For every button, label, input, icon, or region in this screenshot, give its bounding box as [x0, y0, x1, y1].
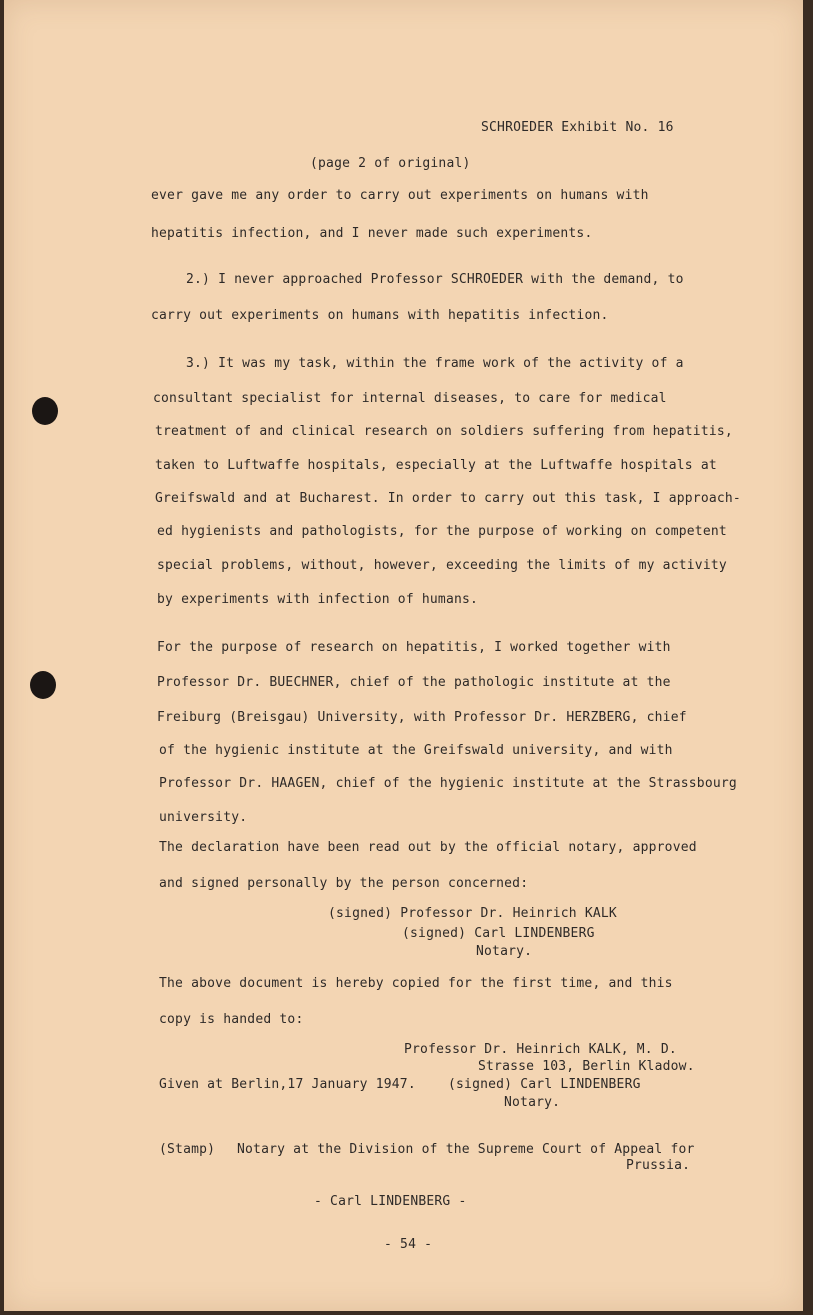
- recipient-notary: Notary.: [504, 1095, 561, 1110]
- paragraph-5-line: and signed personally by the person concerned:: [159, 876, 529, 891]
- paragraph-4-line: Professor Dr. HAAGEN, chief of the hygienic institute at the Strassbourg: [159, 776, 737, 791]
- page-of-original: (page 2 of original): [310, 156, 471, 171]
- exhibit-label: SCHROEDER Exhibit No. 16: [481, 120, 674, 135]
- paragraph-4-line: of the hygienic institute at the Greifswald university, and with: [159, 743, 673, 758]
- signed-kalk: (signed) Professor Dr. Heinrich KALK: [328, 906, 617, 921]
- recipient-signed: (signed) Carl LINDENBERG: [448, 1077, 641, 1092]
- recipient-name: Professor Dr. Heinrich KALK, M. D.: [404, 1042, 677, 1057]
- copy-statement-line: The above document is hereby copied for the first time, and this: [159, 976, 673, 991]
- paragraph-3-line: 3.) It was my task, within the frame work of the activity of a: [186, 356, 684, 371]
- paragraph-3-line: treatment of and clinical research on soldiers suffering from hepatitis,: [155, 424, 733, 439]
- stamp-text: Notary at the Division of the Supreme Court of Appeal for: [237, 1142, 695, 1157]
- stamp-name: - Carl LINDENBERG -: [314, 1194, 467, 1209]
- paragraph-2-line: carry out experiments on humans with hepatitis infection.: [151, 308, 609, 323]
- paragraph-4-line: Freiburg (Breisgau) University, with Professor Dr. HERZBERG, chief: [157, 710, 687, 725]
- copy-statement-line: copy is handed to:: [159, 1012, 304, 1027]
- paragraph-1-line: hepatitis infection, and I never made such experiments.: [151, 226, 593, 241]
- notary-label: Notary.: [476, 944, 533, 959]
- recipient-address: Strasse 103, Berlin Kladow.: [478, 1059, 695, 1074]
- paragraph-3-line: Greifswald and at Bucharest. In order to carry out this task, I approach-: [155, 491, 741, 506]
- signed-lindenberg: (signed) Carl LINDENBERG: [402, 926, 595, 941]
- paragraph-3-line: ed hygienists and pathologists, for the purpose of working on competent: [157, 524, 727, 539]
- paragraph-3-line: special problems, without, however, exceeding the limits of my activity: [157, 558, 727, 573]
- paragraph-3-line: by experiments with infection of humans.: [157, 592, 479, 607]
- given-at: Given at Berlin,17 January 1947.: [159, 1077, 416, 1092]
- paragraph-1-line: ever gave me any order to carry out experiments on humans with: [151, 188, 649, 203]
- paragraph-4-line: university.: [159, 810, 248, 825]
- stamp-text-cont: Prussia.: [626, 1158, 691, 1173]
- paragraph-2-line: 2.) I never approached Professor SCHROEDER with the demand, to: [186, 272, 684, 287]
- paragraph-5-line: The declaration have been read out by the official notary, approved: [159, 840, 697, 855]
- stamp-label: (Stamp): [159, 1142, 216, 1157]
- punch-hole: [32, 397, 58, 425]
- page-number: - 54 -: [384, 1237, 433, 1252]
- paragraph-3-line: consultant specialist for internal diseases, to care for medical: [153, 391, 667, 406]
- paragraph-4-line: For the purpose of research on hepatitis, I worked together with: [157, 640, 671, 655]
- paragraph-3-line: taken to Luftwaffe hospitals, especially at the Luftwaffe hospitals at: [155, 458, 717, 473]
- punch-hole: [30, 671, 56, 699]
- paragraph-4-line: Professor Dr. BUECHNER, chief of the pathologic institute at the: [157, 675, 671, 690]
- document-page: [4, 0, 803, 1311]
